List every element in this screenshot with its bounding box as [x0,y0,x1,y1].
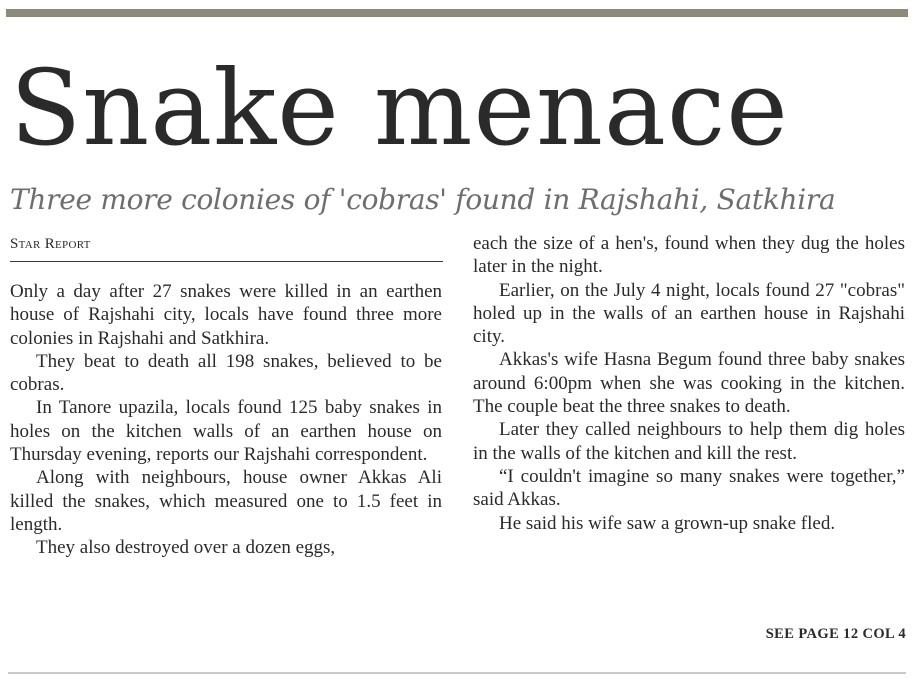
paragraph: Later they called neighbours to help them dig holes in the walls of the kitchen and kill the rest. [473,419,905,464]
subheadline: Three more colonies of 'cobras' found in Rajshahi, Satkhira [10,183,836,216]
right-column [473,232,905,535]
jump-line: SEE PAGE 12 COL 4 [765,626,906,642]
paragraph: “I couldn't imagine so many snakes were together,” said Akkas. [473,465,905,511]
paragraph: They beat to death all 198 snakes, believed to be cobras. [10,350,442,396]
paragraph: Akkas's wife Hasna Begum found three baby snakes around 6:00pm when she was cooking in the kitchen. The couple beat the three snakes to death. [473,349,905,418]
byline: Star Report [10,236,91,252]
paragraph: They also destroyed over a dozen eggs, [36,537,336,559]
paragraph: He said his wife saw a grown-up snake fled. [499,512,836,534]
top-rule [6,9,908,17]
bottom-rule [8,672,906,674]
headline: Snake menace [10,47,789,169]
paragraph-continued: each the size of a hen's, found when they dug the holes later in the night. [473,233,905,278]
left-column [10,280,442,560]
paragraph: Only a day after 27 snakes were killed in an earthen house of Rajshahi city, locals have found three more colonies in Rajshahi and Satkhira. [10,281,442,349]
paragraph: Earlier, on the July 4 night, locals found 27 "cobras" holed up in the walls of an earthen house in Rajshahi city. [473,279,905,348]
paragraph: Along with neighbours, house owner Akkas Ali killed the snakes, which measured one to 1.5 feet in length. [10,467,442,535]
byline-rule [10,261,443,262]
paragraph: In Tanore upazila, locals found 125 baby snakes in holes on the kitchen walls of an earthen house on Thursday evening, reports our Rajshahi correspondent. [10,397,442,466]
